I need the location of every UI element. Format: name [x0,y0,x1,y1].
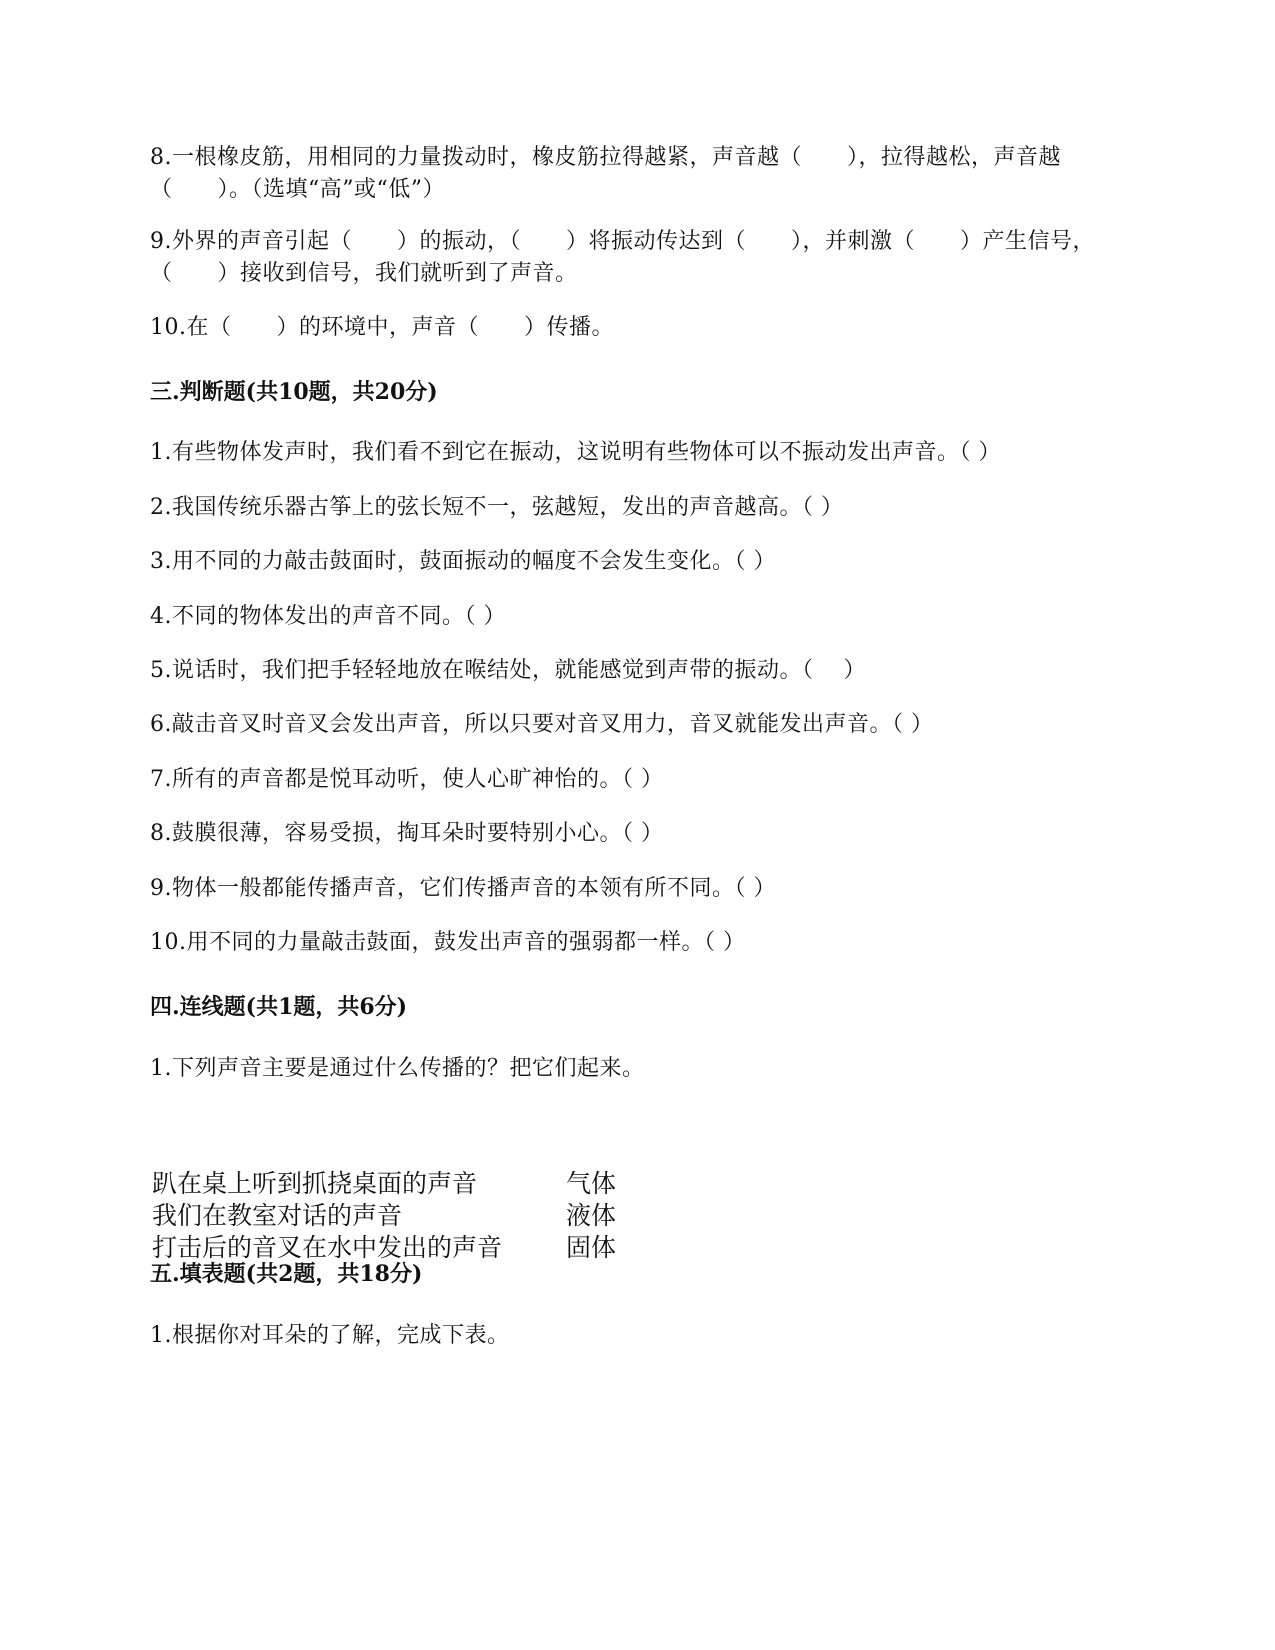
question-tf-7: 7.所有的声音都是悦耳动听，使人心旷神怡的。（ ） [150,767,664,792]
question-tf-5: 5.说话时，我们把手轻轻地放在喉结处，就能感觉到声带的振动。（ ） [150,658,866,683]
question-fill-10: 10.在（ ）的环境中，声音（ ）传播。 [150,315,614,340]
matching-right-item: 固体 [566,1233,617,1262]
question-tf-3: 3.用不同的力敲击鼓面时，鼓面振动的幅度不会发生变化。（ ） [150,549,776,574]
matching-left-item: 打击后的音叉在水中发出的声音 [152,1233,503,1262]
question-tf-1: 1.有些物体发声时，我们看不到它在振动，这说明有些物体可以不振动发出声音。（ ） [150,440,1001,465]
matching-table [150,1168,670,1264]
question-table-1: 1.根据你对耳朵的了解，完成下表。 [150,1323,510,1348]
question-tf-10: 10.用不同的力量敲击鼓面，鼓发出声音的强弱都一样。（ ） [150,930,746,955]
matching-row [150,1200,670,1232]
question-fill-9: 9.外界的声音引起（ ）的振动，（ ）将振动传达到（ ），并刺激（ ）产生信号，（ ）接收到信号，我们就听到了声音。 [150,229,1095,286]
matching-row [150,1168,670,1200]
question-tf-2: 2.我国传统乐器古筝上的弦长短不一，弦越短，发出的声音越高。（ ） [150,495,844,520]
matching-right-item: 气体 [566,1169,617,1198]
section-heading-matching: 四.连线题(共1题，共6分) [150,994,408,1020]
question-match-1: 1.下列声音主要是通过什么传播的？把它们起来。 [150,1056,645,1081]
exam-page [150,0,1130,1650]
question-tf-6: 6.敲击音叉时音叉会发出声音，所以只要对音叉用力，音叉就能发出声音。（ ） [150,712,934,737]
section-heading-true-false: 三.判断题(共10题，共20分) [150,379,438,405]
question-tf-8: 8.鼓膜很薄，容易受损，掏耳朵时要特别小心。（ ） [150,821,664,846]
question-tf-9: 9.物体一般都能传播声音，它们传播声音的本领有所不同。（ ） [150,876,776,901]
matching-left-item: 我们在教室对话的声音 [152,1201,403,1230]
matching-left-item: 趴在桌上听到抓挠桌面的声音 [152,1169,478,1198]
question-tf-4: 4.不同的物体发出的声音不同。（ ） [150,604,506,629]
matching-right-item: 液体 [566,1201,617,1230]
question-fill-8: 8.一根橡皮筋，用相同的力量拨动时，橡皮筋拉得越紧，声音越（ ），拉得越松，声音越（ ）。（选填“高”或“低”） [150,145,1061,202]
section-heading-table-fill: 五.填表题(共2题，共18分) [150,1261,423,1287]
